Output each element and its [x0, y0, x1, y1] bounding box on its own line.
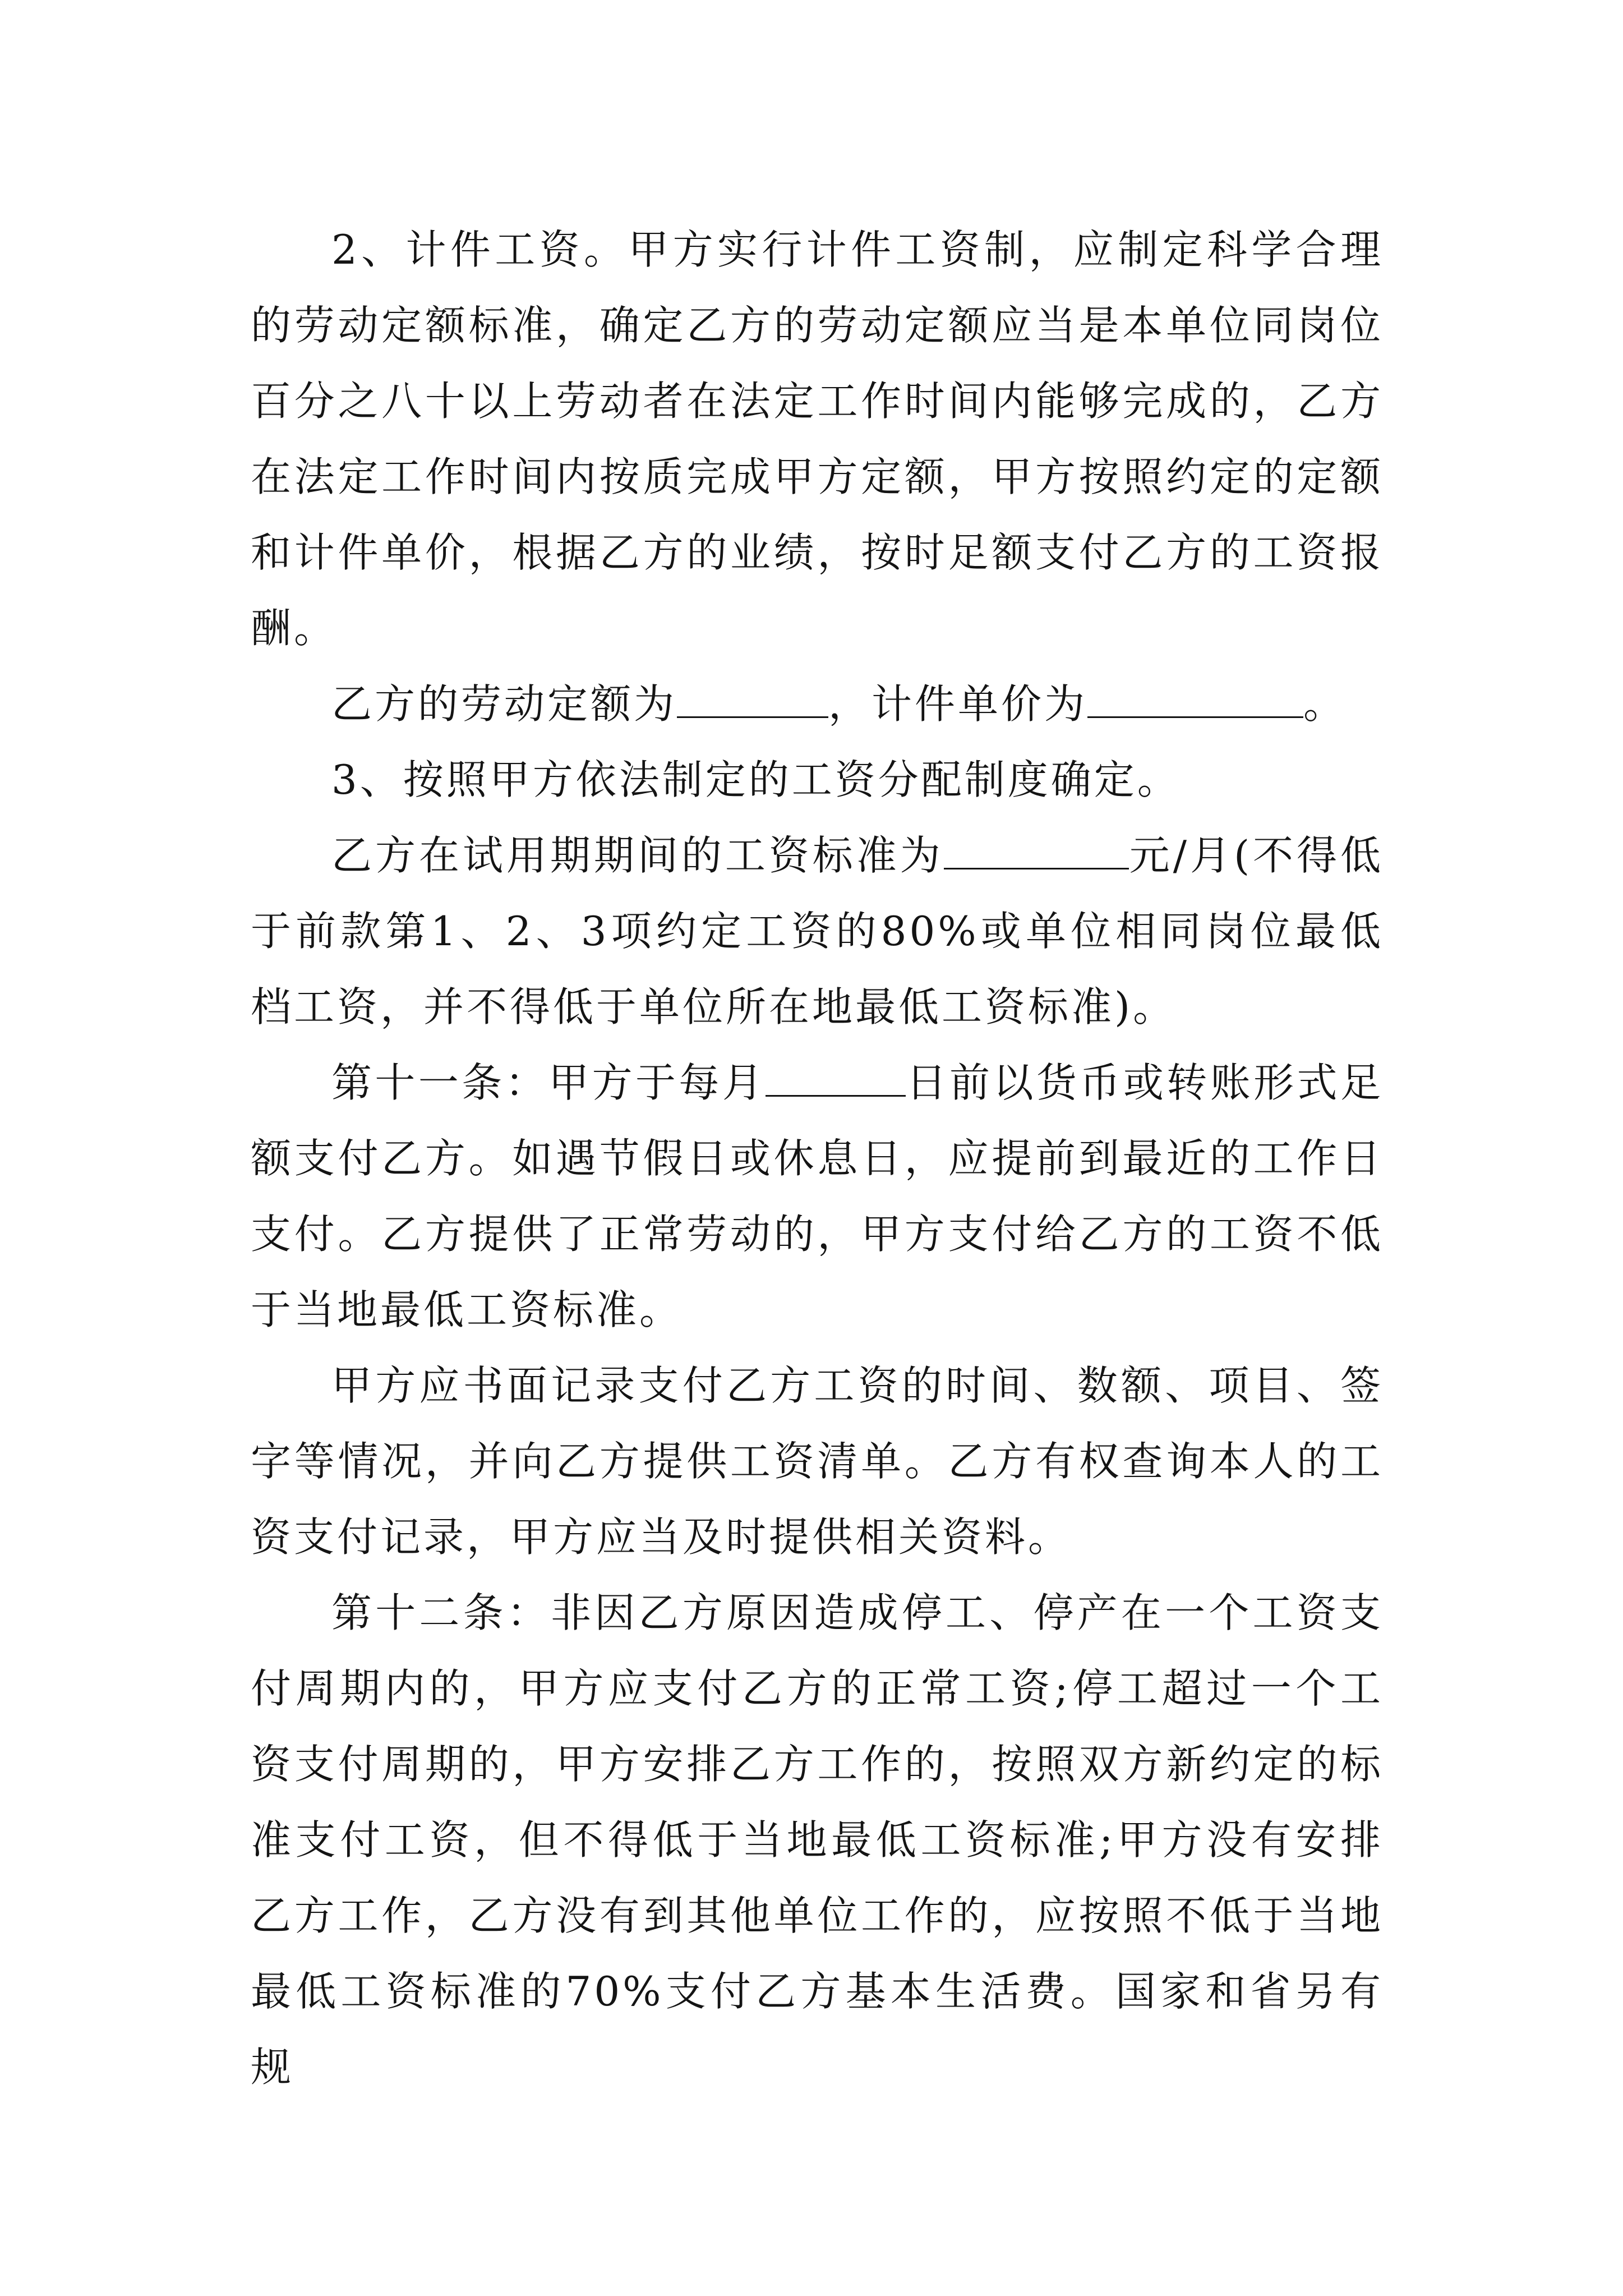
labor-quota-blank — [677, 683, 828, 718]
probation-wage-text: 元/月(不得低于前款第1、2、3项约定工资的80%或单位相同岗位最低档工资，并不得低于单位所在地最低工资标准)。 — [251, 832, 1384, 1030]
labor-quota-label: 乙方的劳动定额为 — [331, 680, 677, 728]
probation-wage-blank — [944, 834, 1129, 869]
probation-wage-label: 乙方在试用期期间的工资标准为 — [331, 832, 944, 879]
period-mark: 。 — [1303, 680, 1347, 728]
paragraph-article-12: 第十二条：非因乙方原因造成停工、停产在一个工资支付周期内的，甲方应支付乙方的正常工资;停工超过一个工资支付周期的，甲方安排乙方工作的，按照双方新约定的标准支付工资，但不得低于当地最低工资标准;甲方没有安排乙方工作，乙方没有到其他单位工作的，应按照不低于当地最低工资标准的70%支付乙方基本生活费。国家和省另有规 — [251, 1589, 1384, 2091]
paragraph-wage-system: 3、按照甲方依法制定的工资分配制度确定。 — [331, 756, 1181, 803]
article-11-text: 日前以货币或转账形式足额支付乙方。如遇节假日或休息日，应提前到最近的工作日支付。乙方提供了正常劳动的，甲方支付给乙方的工资不低于当地最低工资标准。 — [251, 1059, 1384, 1333]
paragraph-probation-wage — [251, 818, 1384, 1045]
unit-price-blank — [1087, 683, 1303, 718]
paragraph-piecework-wage: 2、计件工资。甲方实行计件工资制，应制定科学合理的劳动定额标准，确定乙方的劳动定额应当是本单位同岗位百分之八十以上劳动者在法定工作时间内能够完成的，乙方在法定工作时间内按质完成甲方定额，甲方按照约定的定额和计件单价，根据乙方的业绩，按时足额支付乙方的工资报酬。 — [251, 226, 1384, 652]
article-11-label: 第十一条：甲方于每月 — [331, 1059, 766, 1106]
contract-text — [251, 212, 1384, 2105]
paragraph-wage-records: 甲方应书面记录支付乙方工资的时间、数额、项目、签字等情况，并向乙方提供工资清单。乙方有权查询本人的工资支付记录，甲方应当及时提供相关资料。 — [251, 1362, 1384, 1561]
paragraph-labor-quota — [251, 666, 1384, 742]
payday-blank — [766, 1061, 906, 1097]
paragraph-article-11 — [251, 1045, 1384, 1348]
unit-price-label: ，计件单价为 — [828, 680, 1088, 728]
